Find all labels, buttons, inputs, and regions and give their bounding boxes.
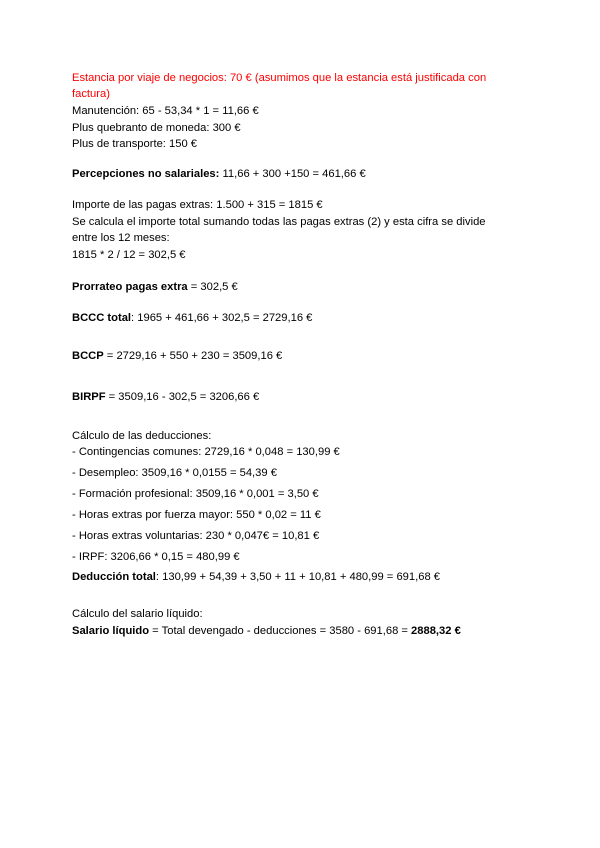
birpf-value: = 3509,16 - 302,5 = 3206,66 €	[105, 391, 260, 403]
explanation-line-3: 1815 * 2 / 12 = 302,5 €	[72, 249, 186, 261]
deduction-item: - Desempleo: 3509,16 * 0,0155 = 54,39 €	[72, 467, 277, 479]
non-salary-value: 11,66 + 300 +150 = 461,66 €	[219, 168, 366, 180]
bccp-label: BCCP	[72, 350, 104, 362]
bccp-line	[72, 348, 282, 364]
deduction-total-line	[72, 569, 440, 585]
net-salary-label: Salario líquido	[72, 625, 150, 637]
currency-loss-line: Plus quebranto de moneda: 300 €	[72, 122, 241, 134]
birpf-line	[72, 389, 259, 405]
deduction-item: - Formación profesional: 3509,16 * 0,001 = 3,50 €	[72, 488, 319, 500]
stay-line-2: factura)	[72, 88, 110, 100]
prorate-label: Prorrateo pagas extra	[72, 281, 188, 293]
net-salary-heading: Cálculo del salario líquido:	[72, 608, 203, 620]
net-salary-result: 2888,32 €	[411, 625, 461, 637]
extra-pay-line: Importe de las pagas extras: 1.500 + 315 = 1815 €	[72, 199, 323, 211]
transport-line: Plus de transporte: 150 €	[72, 138, 198, 150]
bccc-value: : 1965 + 461,66 + 302,5 = 2729,16 €	[131, 312, 313, 324]
stay-line-1: Estancia por viaje de negocios: 70 € (asumimos que la estancia está justificada con	[72, 72, 487, 84]
bccp-value: = 2729,16 + 550 + 230 = 3509,16 €	[103, 350, 283, 362]
net-salary-formula: = Total devengado - deducciones = 3580 - 691,68 =	[149, 625, 412, 637]
deduction-item: - Contingencias comunes: 2729,16 * 0,048 = 130,99 €	[72, 446, 340, 458]
birpf-label: BIRPF	[72, 391, 106, 403]
explanation-line-2: entre los 12 meses:	[72, 232, 170, 244]
bccc-label: BCCC total	[72, 312, 132, 324]
maintenance-line: Manutención: 65 - 53,34 * 1 = 11,66 €	[72, 105, 259, 117]
bccc-line	[72, 310, 312, 326]
prorate-value: = 302,5 €	[187, 281, 238, 293]
deduction-item: - IRPF: 3206,66 * 0,15 = 480,99 €	[72, 551, 240, 563]
prorate-line	[72, 279, 238, 295]
non-salary-line	[72, 166, 366, 182]
deduction-item: - Horas extras voluntarias: 230 * 0,047€ = 10,81 €	[72, 530, 320, 542]
deduction-item: - Horas extras por fuerza mayor: 550 * 0,02 = 11 €	[72, 509, 321, 521]
explanation-line-1: Se calcula el importe total sumando todas las pagas extras (2) y esta cifra se divide	[72, 216, 486, 228]
deduction-total-label: Deducción total	[72, 571, 156, 583]
deduction-total-value: : 130,99 + 54,39 + 3,50 + 11 + 10,81 + 480,99 = 691,68 €	[155, 571, 441, 583]
net-salary-line	[72, 623, 461, 639]
deductions-heading: Cálculo de las deducciones:	[72, 430, 212, 442]
non-salary-label: Percepciones no salariales:	[72, 168, 220, 180]
